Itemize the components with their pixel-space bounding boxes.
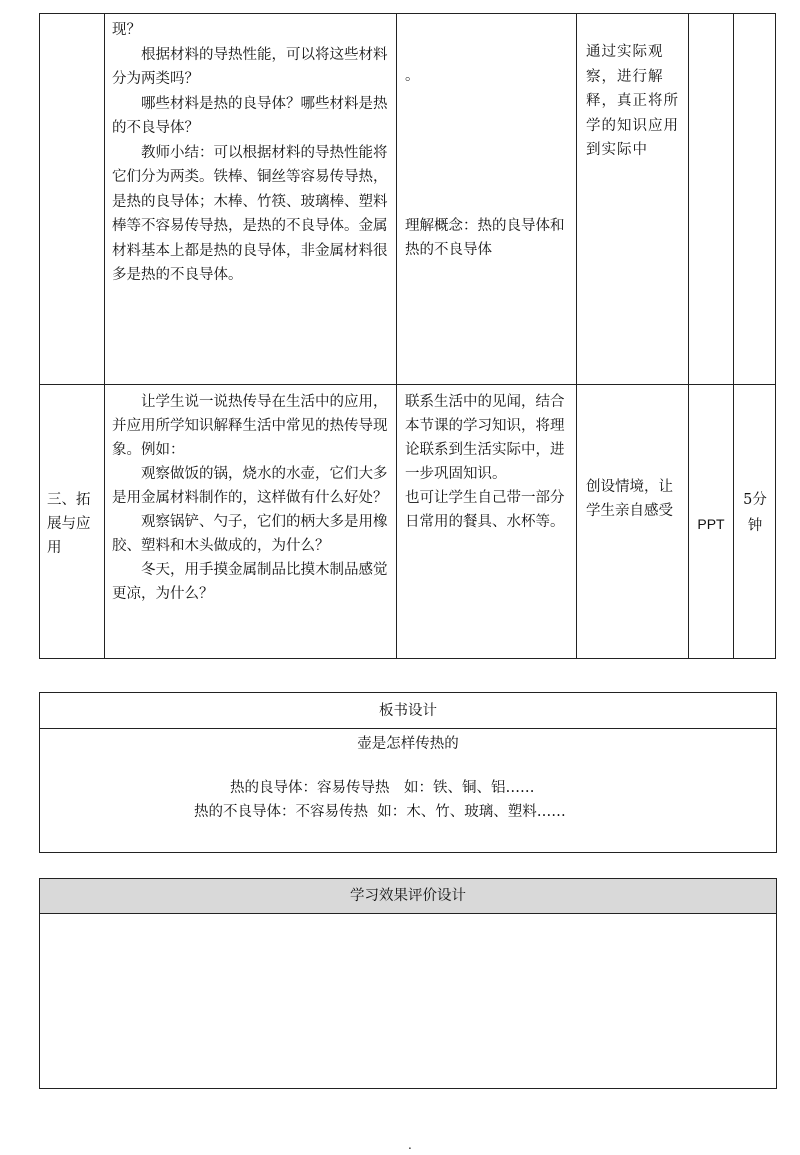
row1-content-cell <box>112 18 390 288</box>
col-line-1 <box>104 13 105 659</box>
row2-student-p0: 联系生活中的见闻，结合本节课的学习知识，将理论联系到生活实际中，进一步巩固知识。 <box>405 394 565 482</box>
row2-media: PPT <box>697 516 725 532</box>
table-bottom-border <box>39 658 775 659</box>
board-design-box <box>39 692 777 853</box>
row1-student-top: 。 <box>405 68 420 84</box>
row2-content-p0: 让学生说一说热传导在生活中的应用，并应用所学知识解释生活中常见的热传导现象。例如： <box>112 394 388 458</box>
row1-intent: 通过实际观察，进行解释，真正将所学的知识应用到实际中 <box>586 44 679 158</box>
col-line-3 <box>576 13 577 659</box>
table-top-border <box>39 13 775 14</box>
row-divider <box>39 384 775 385</box>
row2-content-cell <box>112 390 390 606</box>
evaluation-header: 学习效果评价设计 <box>40 879 776 914</box>
board-design-title: 壶是怎样传热的 <box>357 736 459 752</box>
footer-mark: . <box>408 1138 412 1152</box>
col-line-6 <box>775 13 776 659</box>
row2-stage: 三、拓展与应用 <box>47 492 91 556</box>
row2-content-p2: 观察锅铲、勺子，它们的柄大多是用橡胶、塑料和木头做成的，为什么？ <box>112 514 388 554</box>
board-design-header: 板书设计 <box>40 693 776 729</box>
row2-content-p3: 冬天，用手摸金属制品比摸木制品感觉更凉，为什么？ <box>112 562 388 602</box>
evaluation-box <box>39 878 777 1089</box>
col-line-0 <box>39 13 40 659</box>
col-line-5 <box>733 13 734 659</box>
col-line-4 <box>688 13 689 659</box>
row2-content-p1: 观察做饭的锅，烧水的水壶，它们大多是用金属材料制作的，这样做有什么好处？ <box>112 466 388 506</box>
row1-student-bottom: 理解概念：热的良导体和热的不良导体 <box>405 218 565 258</box>
row1-content-p1: 根据材料的导热性能，可以将这些材料分为两类吗？ <box>112 46 388 87</box>
col-line-2 <box>396 13 397 659</box>
row2-intent: 创设情境，让学生亲自感受 <box>586 479 673 519</box>
row2-time: 5分钟 <box>743 492 767 534</box>
row2-student-cell <box>405 390 571 534</box>
row2-student-p1: 也可让学生自己带一部分日常用的餐具、水杯等。 <box>405 490 565 530</box>
board-design-line1: 热的良导体：容易传导热 如：铁、铜、铝…… <box>230 780 535 796</box>
row1-content-p0: 现？ <box>112 22 141 38</box>
row1-content-p2: 哪些材料是热的良导体？哪些材料是热的不良导体？ <box>112 95 388 136</box>
board-design-line2: 热的不良导体：不容易传热 如：木、竹、玻璃、塑料…… <box>194 804 566 820</box>
row1-content-p3: 教师小结：可以根据材料的导热性能将它们分为两类。铁棒、铜丝等容易传导热，是热的良导体；木棒、竹筷、玻璃棒、塑料棒等不容易传导热，是热的不良导体。金属材料基本上都是热的良导体，非金属材料很多是热的不良导体。 <box>112 144 388 283</box>
